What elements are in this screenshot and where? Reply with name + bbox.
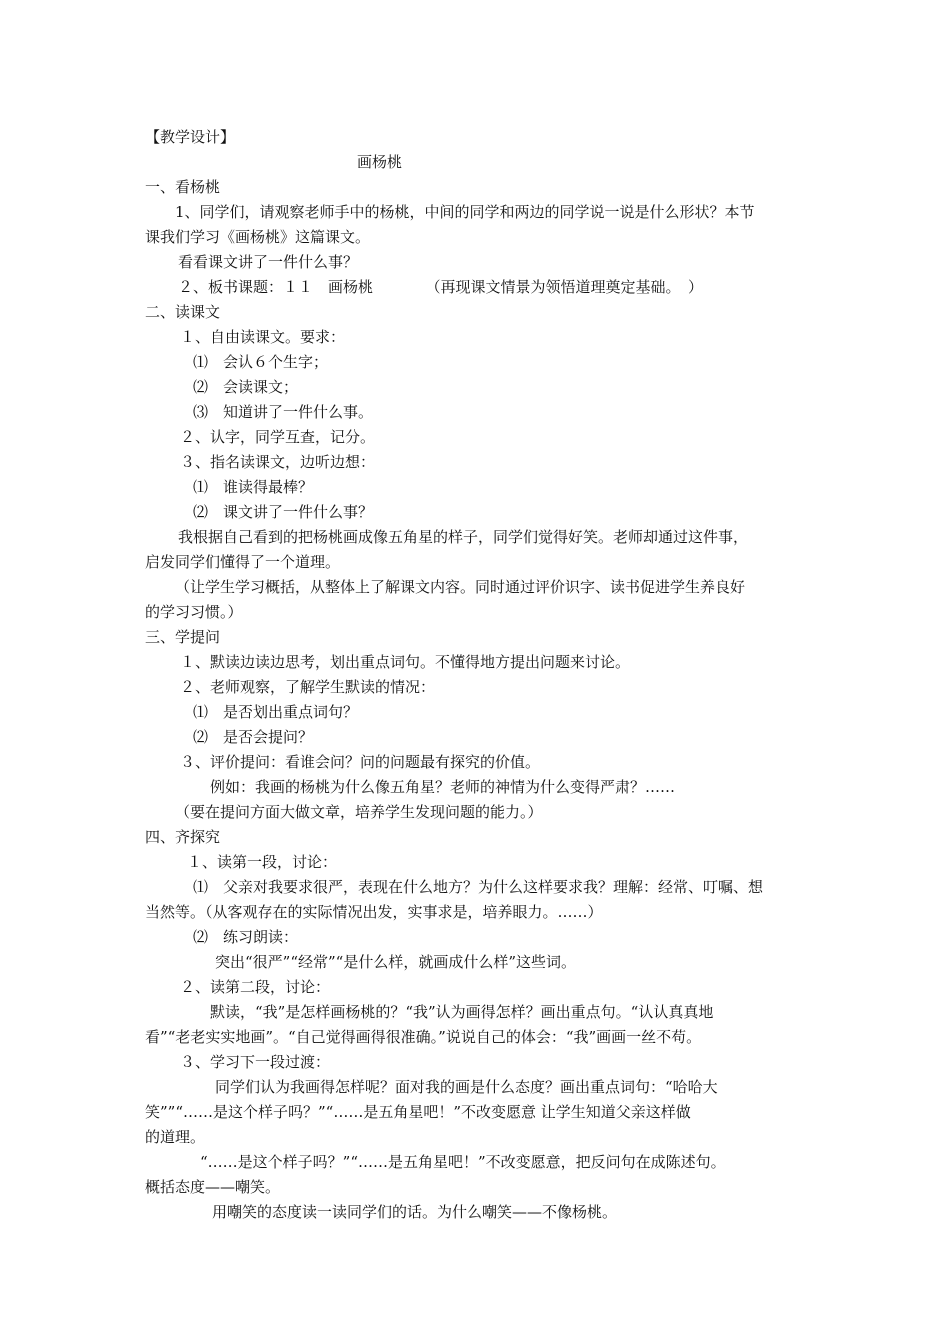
paragraph-line: 看看课文讲了一件什么事？ bbox=[178, 253, 359, 271]
list-item: ⑴ 谁读得最棒？ bbox=[193, 478, 314, 496]
section-heading: 三、学提问 bbox=[145, 628, 221, 646]
paragraph-line: （要在提问方面大做文章，培养学生发现问题的能力。） bbox=[175, 803, 543, 821]
paragraph-line: 例如：我画的杨桃为什么像五角星？老师的神情为什么变得严肃？…… bbox=[210, 778, 676, 796]
paragraph-line: 概括态度——嘲笑。 bbox=[145, 1178, 281, 1196]
doc-header: 【教学设计】 bbox=[145, 128, 236, 146]
paragraph-line: “……是这个样子吗？”“……是五角星吧！”不改变愿意，把反问句在成陈述句。 bbox=[200, 1153, 726, 1171]
list-item: ２、老师观察，了解学生默读的情况： bbox=[180, 678, 436, 696]
paragraph-line: 看”“老老实实地画”。“自己觉得画得很准确。”说说自己的体会：“我”画画一丝不苟。 bbox=[145, 1028, 702, 1046]
paragraph-line: 的学习习惯。） bbox=[145, 603, 243, 621]
list-item: １、默读边读边思考，划出重点词句。不懂得地方提出问题来讨论。 bbox=[180, 653, 631, 671]
list-item: ⑵ 是否会提问？ bbox=[193, 728, 314, 746]
list-item: ⑴ 是否划出重点词句？ bbox=[193, 703, 359, 721]
list-item: ⑵ 会读课文； bbox=[193, 378, 299, 396]
list-item: ３、学习下一段过渡： bbox=[180, 1053, 331, 1071]
section-heading: 四、齐探究 bbox=[145, 828, 221, 846]
list-item: ⑴ 父亲对我要求很严，表现在什么地方？为什么这样要求我？理解：经常、叮嘱、想 bbox=[193, 878, 764, 896]
list-item: ２、认字，同学互查，记分。 bbox=[180, 428, 376, 446]
list-item: ⑴ 会认６个生字； bbox=[193, 353, 329, 371]
paragraph-line: 当然等。（从客观存在的实际情况出发，实事求是，培养眼力。……） bbox=[145, 903, 603, 921]
section-heading: 二、读课文 bbox=[145, 303, 221, 321]
list-item: ⑵ 课文讲了一件什么事？ bbox=[193, 503, 374, 521]
paragraph-line: 突出“很严”“经常”“是什么样，就画成什么样”这些词。 bbox=[215, 953, 577, 971]
list-item: ２、读第二段，讨论： bbox=[180, 978, 331, 996]
section-heading: 一、看杨桃 bbox=[145, 178, 221, 196]
paragraph-line: ２、板书课题：１１ 画杨桃 （再现课文情景为领悟道理奠定基础。 ） bbox=[178, 278, 704, 296]
paragraph-line: 我根据自己看到的把杨桃画成像五角星的样子，同学们觉得好笑。老师却通过这件事， bbox=[178, 528, 749, 546]
paragraph-line: 默读，“我”是怎样画杨桃的？“我”认为画得怎样？画出重点句。“认认真真地 bbox=[210, 1003, 714, 1021]
list-item: ３、指名读课文，边听边想： bbox=[180, 453, 376, 471]
list-item: ⑵ 练习朗读： bbox=[193, 928, 299, 946]
paragraph-line: 的道理。 bbox=[145, 1128, 206, 1146]
list-item: ３、评价提问：看谁会问？问的问题最有探究的价值。 bbox=[180, 753, 541, 771]
list-item: １、读第一段，讨论： bbox=[187, 853, 338, 871]
paragraph-line: 启发同学们懂得了一个道理。 bbox=[145, 553, 341, 571]
list-item: １、自由读课文。要求： bbox=[180, 328, 346, 346]
paragraph-line: 用嘲笑的态度读一读同学们的话。为什么嘲笑——不像杨桃。 bbox=[212, 1203, 618, 1221]
paragraph-line: 1、同学们，请观察老师手中的杨桃，中间的同学和两边的同学说一说是什么形状？本节 bbox=[175, 203, 755, 221]
paragraph-line: 笑””“……是这个样子吗？”“……是五角星吧！”不改变愿意 让学生知道父亲这样做 bbox=[145, 1103, 691, 1121]
paragraph-line: 同学们认为我画得怎样呢？面对我的画是什么态度？画出重点词句：“哈哈大 bbox=[215, 1078, 718, 1096]
list-item: ⑶ 知道讲了一件什么事。 bbox=[193, 403, 374, 421]
paragraph-line: 课我们学习《画杨桃》这篇课文。 bbox=[145, 228, 371, 246]
paragraph-line: （让学生学习概括，从整体上了解课文内容。同时通过评价识字、读书促进学生养良好 bbox=[175, 578, 746, 596]
doc-title: 画杨桃 bbox=[357, 153, 403, 171]
